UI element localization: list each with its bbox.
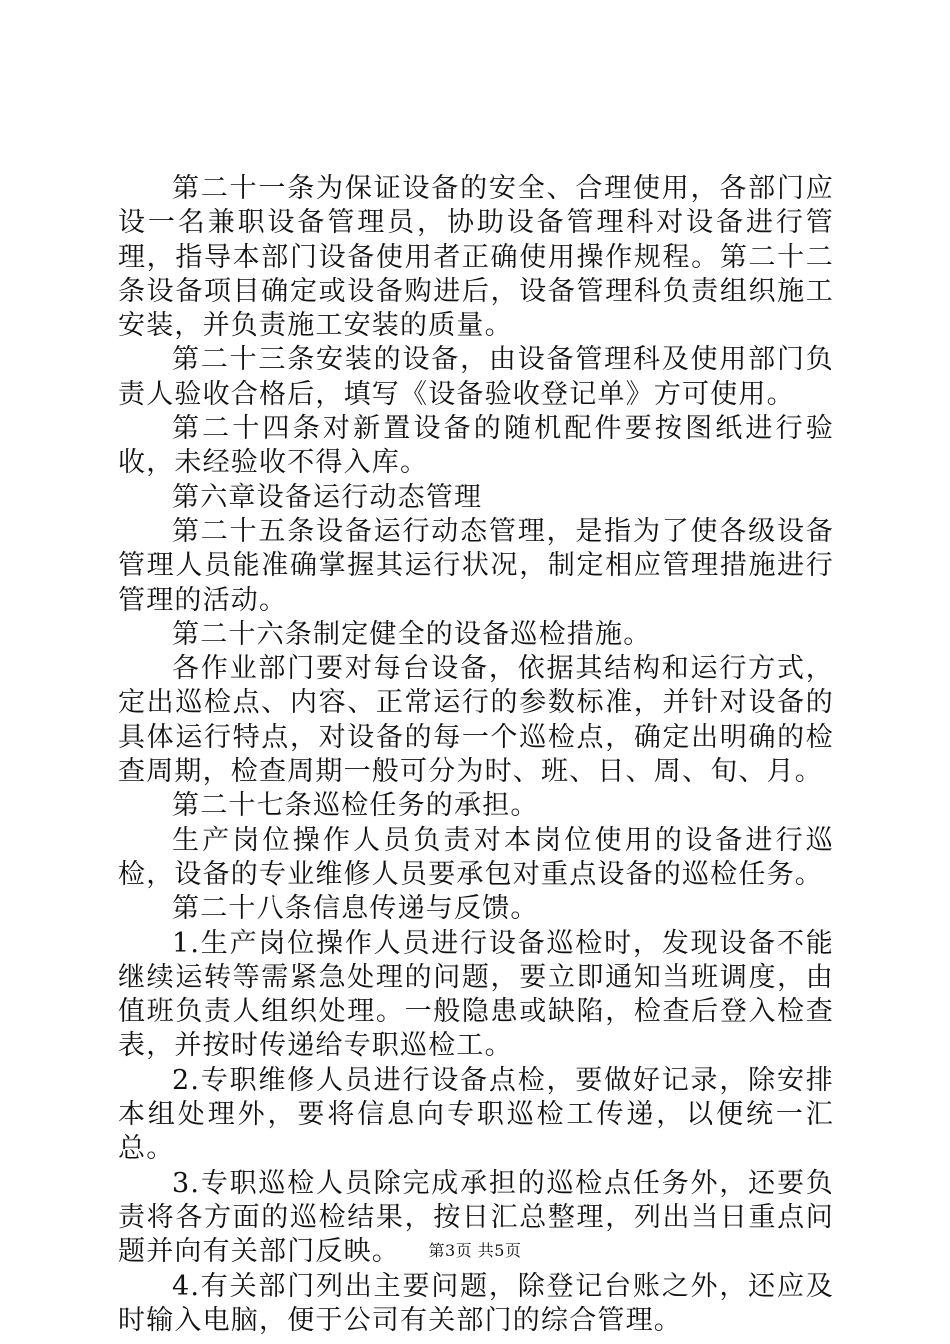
list-item-4: 4.有关部门列出主要问题，除登记台账之外，还应及时输入电脑，便于公司有关部门的综合管理。 [118, 1270, 834, 1336]
paragraph-6: 第二十六条制定健全的设备巡检措施。 [172, 618, 652, 650]
chapter-heading: 第六章设备运行动态管理 [172, 481, 483, 513]
paragraph-9: 生产岗位操作人员负责对本岗位使用的设备进行巡检，设备的专业维修人员要承包对重点设备的巡检任务。 [118, 824, 834, 890]
page-footer: 第3页 共5页 [428, 1241, 522, 1260]
list-item-3: 3.专职巡检人员除完成承担的巡检点任务外，还要负责将各方面的巡检结果，按日汇总整理，列出当日重点问题并向有关部门反映。 [118, 1167, 834, 1268]
paragraph-1: 第二十一条为保证设备的安全、合理使用，各部门应设一名兼职设备管理员，协助设备管理科对设备进行管理，指导本部门设备使用者正确使用操作规程。第二十二条设备项目确定或设备购进后，设备管理科负责组织施工安装，并负责施工安装的质量。 [118, 173, 834, 342]
paragraph-3: 第二十四条对新置设备的随机配件要按图纸进行验收，未经验收不得入库。 [118, 413, 834, 479]
paragraph-8: 第二十七条巡检任务的承担。 [172, 790, 539, 822]
list-item-2: 2.专职维修人员进行设备点检，要做好记录，除安排本组处理外，要将信息向专职巡检工传递，以便统一汇总。 [118, 1064, 834, 1165]
paragraph-2: 第二十三条安装的设备，由设备管理科及使用部门负责人验收合格后，填写《设备验收登记单》方可使用。 [118, 344, 834, 410]
list-item-1: 1.生产岗位操作人员进行设备巡检时，发现设备不能继续运转等需紧急处理的问题，要立即通知当班调度，由值班负责人组织处理。一般隐患或缺陷，检查后登入检查表，并按时传递给专职巡检工。 [118, 927, 834, 1062]
document-body [118, 172, 834, 1338]
paragraph-7: 各作业部门要对每台设备，依据其结构和运行方式，定出巡检点、内容、正常运行的参数标准，并针对设备的具体运行特点，对设备的每一个巡检点，确定出明确的检查周期，检查周期一般可分为时、班、日、周、旬、月。 [118, 653, 834, 788]
paragraph-10: 第二十八条信息传递与反馈。 [172, 893, 539, 925]
paragraph-5: 第二十五条设备运行动态管理，是指为了使各级设备管理人员能准确掌握其运行状况，制定相应管理措施进行管理的活动。 [118, 515, 834, 616]
